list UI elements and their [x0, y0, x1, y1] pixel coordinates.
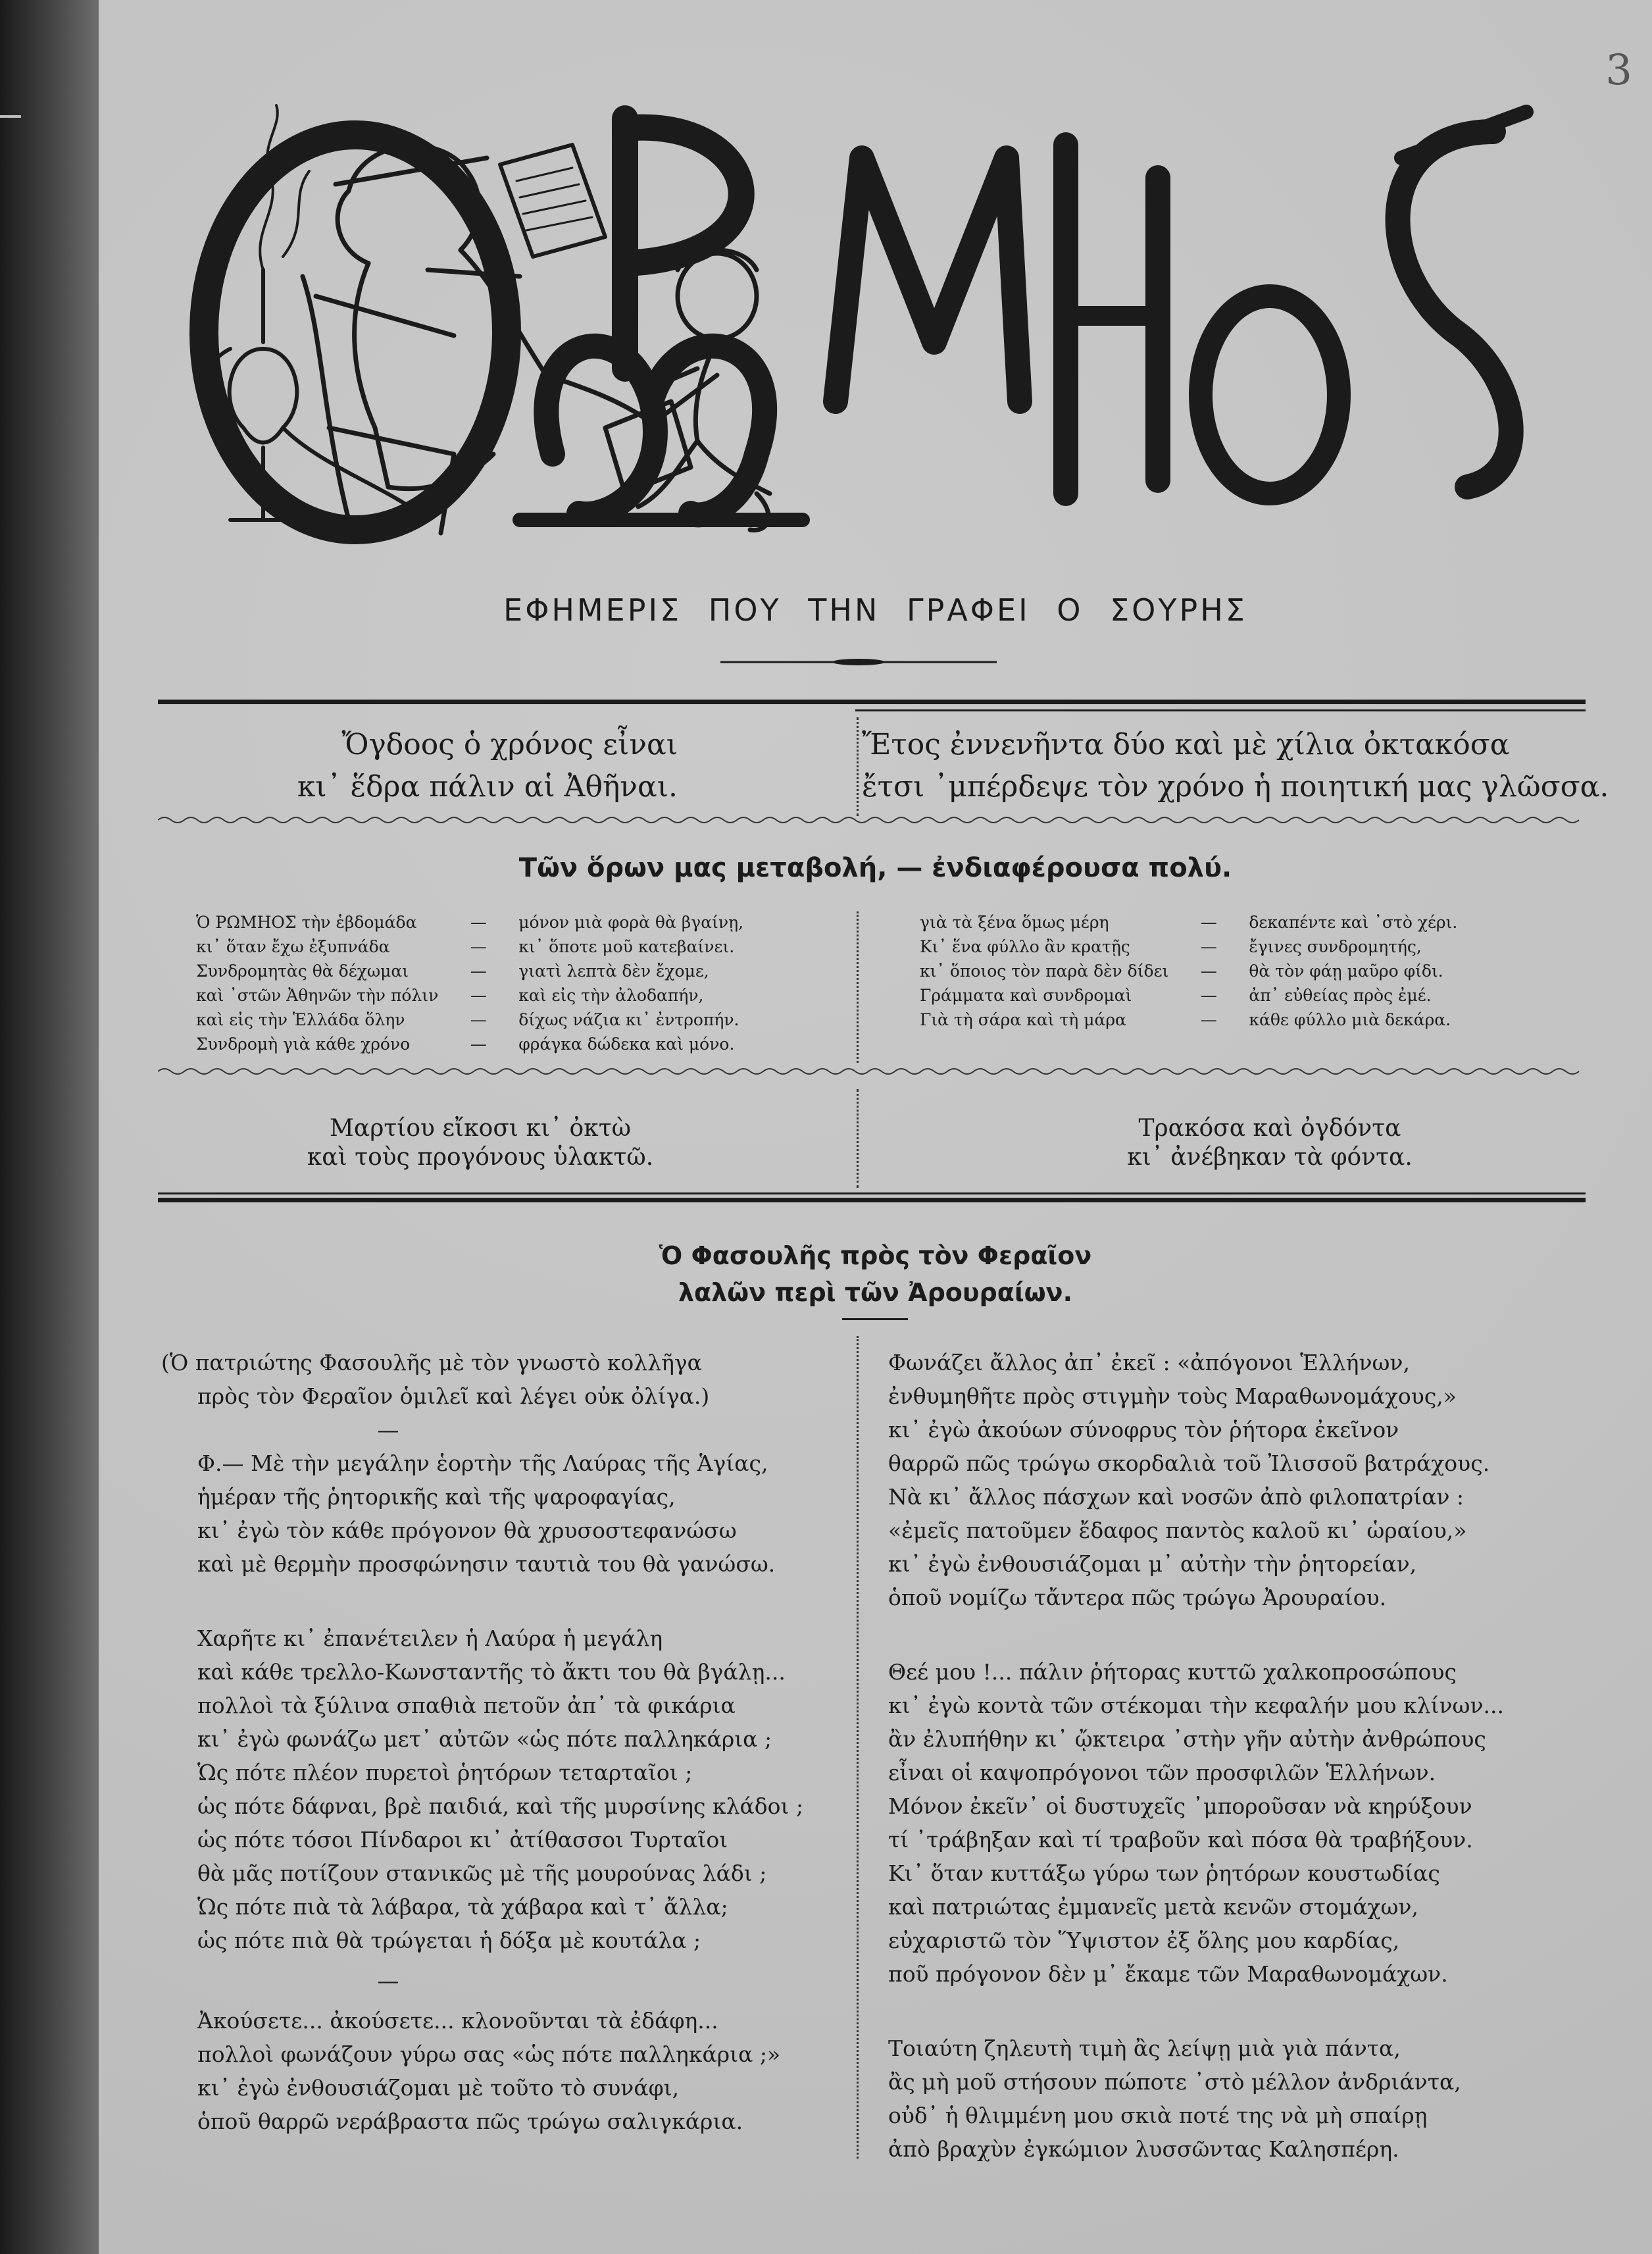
header-verse-separator [857, 717, 859, 816]
terms-table-left [191, 910, 749, 1056]
ornamental-divider [720, 658, 997, 666]
table-row: Γιὰ τὴ σάρα καὶ τὴ μάρα — κάθε φύλλο μιὰ δεκάρα. [920, 1010, 1451, 1029]
masthead-title-illustration [151, 59, 1566, 559]
header-rule-top-thin [855, 709, 1586, 711]
article-column-right: Φωνάζει ἄλλος ἀπ᾿ ἐκεῖ : «ἀπόγονοι Ἑλλήνων, ἐνθυμηθῆτε πρὸς στιγμὴν τοὺς Μαραθωνομάχους,» κι᾿ ἐγὼ ἀκούων σύνοφρυς τὸν ῥήτορα ἐκεῖνον θαρρῶ πῶς τρώγω σκορδαλιὰ τοῦ Ἰλισσοῦ βατράχους. Νὰ κι᾿ ἄλλος πάσχων καὶ νοσῶν ἀπὸ φιλοπατρίαν : «ἐμεῖς πατοῦμεν ἔδαφος παντὸς καλοῦ κι᾿ ὡραίου,» κι᾿ ἐγὼ ἐνθουσιάζομαι μ᾿ αὐτὴν τὴν ῥητορείαν, ὁποῦ νομίζω τἄντερα πῶς τρώγω Ἀρουραίου. Θεέ μου !... πάλιν ῥήτορας κυττῶ χαλκοπροσώπους κι᾿ ἐγὼ κοντὰ τῶν στέκομαι τὴν κεφαλήν μου κλίνων... ἂν ἐλυπήθην κι᾿ ᾤκτειρα ᾿στὴν γῆν αὐτὴν ἀνθρώπους εἶναι οἱ καψοπρόγονοι τῶν προσφιλῶν Ἑλλήνων. Μόνον ἐκεῖν᾿ οἱ δυστυχεῖς ᾿μποροῦσαν νὰ κηρύξουν τί ᾿τράβηξαν καὶ τί τραβοῦν καὶ πόσα θὰ τραβήξουν. Κι᾿ ὅταν κυττάξω γύρω των ῥητόρων κουστωδίας καὶ πατριώτας ἐμμανεῖς μετὰ κενῶν στομάχων, εὐχαριστῶ τὸν Ὕψιστον ἐξ ὅλης μου καρδίας, ποῦ πρόγονον δὲν μ᾿ ἔκαμε τῶν Μαραθωνομάχων. Τοιαύτη ζηλευτὴ τιμὴ ἂς λείψῃ μιὰ γιὰ πάντα, ἂς μὴ μοῦ στήσουν πώποτε ᾿στὸ μέλλον ἀνδριάντα, οὐδ᾿ ἡ θλιμμένη μου σκιὰ ποτέ της νὰ μὴ σπαίρῃ ἀπὸ βραχὺν ἐγκώμιον λυσσῶντας Καλησπέρη. [882, 1346, 1625, 2166]
masthead-subtitle: ΕΦΗΜΕΡΙΣ ΠΟΥ ΤΗΝ ΓΡΑΦΕΙ Ο ΣΟΥΡΗΣ [503, 592, 1247, 628]
terms-table-right [914, 910, 1463, 1032]
date-verse-right: Τρακόσα καὶ ὀγδόντα κι᾿ ἀνέβηκαν τὰ φόντα. [1127, 1115, 1413, 1171]
stanza-gap [158, 1581, 855, 1622]
table-row: κι᾿ ὅποιος τὸν παρὰ δὲν δίδει — θὰ τὸν φάῃ μαῦρο φίδι. [920, 961, 1443, 981]
section-rule [158, 1192, 1586, 1194]
terms-separator [857, 911, 859, 1063]
article-column-separator [857, 1336, 859, 2159]
table-row: καὶ ᾿στῶν Ἀθηνῶν τὴν πόλιν — καὶ εἰς τὴν ἀλοδαπήν, [196, 986, 704, 1005]
table-row: Κι᾿ ἕνα φύλλο ἂν κρατῇς — ἔγινες συνδρομητής, [920, 937, 1422, 956]
page-number: 3 [1605, 46, 1632, 95]
header-rule-top [158, 700, 1586, 704]
table-row: γιὰ τὰ ξένα ὅμως μέρη — δεκαπέντε καὶ ᾿στὸ χέρι. [920, 913, 1458, 932]
date-verse-left: Μαρτίου εἴκοσι κι᾿ ὀκτὼ καὶ τοὺς προγόνους ὑλακτῶ. [307, 1115, 654, 1171]
wavy-rule-1 [158, 815, 1586, 825]
stanza-gap [882, 1991, 1625, 2032]
table-row: κι᾿ ὅταν ἔχω ἐξυπνάδα — κι᾿ ὅποτε μοῦ κατεβαίνει. [196, 937, 735, 956]
article-column-left: (Ὁ πατριώτης Φασουλῆς μὲ τὸν γνωστὸ κολλῆγα πρὸς τὸν Φεραῖον ὁμιλεῖ καὶ λέγει οὐκ ὀλίγα.) — Φ.— Μὲ τὴν μεγάλην ἑορτὴν τῆς Λαύρας τῆς Ἁγίας, ἡμέραν τῆς ῥητορικῆς καὶ τῆς ψαροφαγίας, κι᾿ ἐγὼ τὸν κάθε πρόγονον θὰ χρυσοστεφανώσω καὶ μὲ θερμὴν προσφώνησιν ταυτιὰ του θὰ γανώσω. Χαρῆτε κι᾿ ἐπανέτειλεν ἡ Λαύρα ἡ μεγάλη καὶ κάθε τρελλο-Κωνσταντῆς τὸ ἄκτι του θὰ βγάλῃ... πολλοὶ τὰ ξύλινα σπαθιὰ πετοῦν ἀπ᾿ τὰ φικάρια κι᾿ ἐγὼ φωνάζω μετ᾿ αὐτῶν «ὡς πότε παλληκάρια ; Ὡς πότε πλέον πυρετοὶ ῥητόρων τεταρταῖοι ; ὡς πότε δάφναι, βρὲ παιδιά, καὶ τῆς μυρσίνης κλάδοι ; ὡς πότε τόσοι Πίνδαροι κι᾿ ἀτίθασσοι Τυρταῖοι θὰ μᾶς ποτίζουν στανικῶς μὲ τῆς μουρούνας λάδι ; Ὡς πότε πιὰ τὰ λάβαρα, τὰ χάβαρα καὶ τ᾿ ἄλλα; ὡς πότε πιὰ θὰ τρώγεται ἡ δόξα μὲ κουτάλα ; — Ἀκούσετε... ἀκούσετε... κλονοῦνται τὰ ἐδάφη... πολλοὶ φωνάζουν γύρω σας «ὡς πότε παλληκάρια ;» κι᾿ ἐγὼ ἐνθουσιάζομαι μὲ τοῦτο τὸ συνάφι, ὁποῦ θαρρῶ νεράβραστα πῶς τρώγω σαλιγκάρια. [158, 1346, 855, 2138]
table-row: καὶ εἰς τὴν Ἑλλάδα ὅλην — δίχως νάζια κι᾿ ἐντροπήν. [196, 1010, 739, 1029]
table-row: Συνδρομὴ γιὰ κάθε χρόνο — φράγκα δώδεκα καὶ μόνο. [196, 1035, 735, 1054]
article-title: Ὁ Φασουλῆς πρὸς τὸν Φεραῖον λαλῶν περὶ τῶν Ἀρουραίων. [659, 1241, 1092, 1307]
section-rule-thick [158, 1198, 1586, 1202]
article-title-rule [842, 1318, 908, 1320]
book-binding-edge [0, 0, 99, 2254]
header-verse-right: Ἔτος ἐννενῆντα δύο καὶ μὲ χίλια ὀκτακόσα ἔτσι ᾿μπέρδεψε τὸν χρόνο ἡ ποιητική μας γλῶσσα. [862, 728, 1609, 804]
date-verse-separator [857, 1089, 859, 1188]
wavy-rule-2 [158, 1066, 1586, 1077]
stanza-gap [882, 1614, 1625, 1655]
table-row: Ὁ ΡΩΜΗΟΣ τὴν ἑβδομάδα — μόνον μιὰ φορὰ θὰ βγαίνῃ, [196, 913, 744, 932]
newspaper-page [99, 0, 1652, 2254]
header-verse-left: Ὄγδοος ὁ χρόνος εἶναι κι᾿ ἕδρα πάλιν αἱ Ἀθῆναι. [297, 728, 678, 804]
terms-title: Τῶν ὅρων μας μεταβολή, — ἐνδιαφέρουσα πολύ. [518, 853, 1232, 883]
table-row: Συνδρομητὰς θὰ δέχωμαι — γιατὶ λεπτὰ δὲν ἔχομε, [196, 961, 709, 981]
table-row: Γράμματα καὶ συνδρομαὶ — ἀπ᾿ εὐθείας πρὸς ἐμέ. [920, 986, 1432, 1005]
binding-mark [0, 115, 21, 118]
